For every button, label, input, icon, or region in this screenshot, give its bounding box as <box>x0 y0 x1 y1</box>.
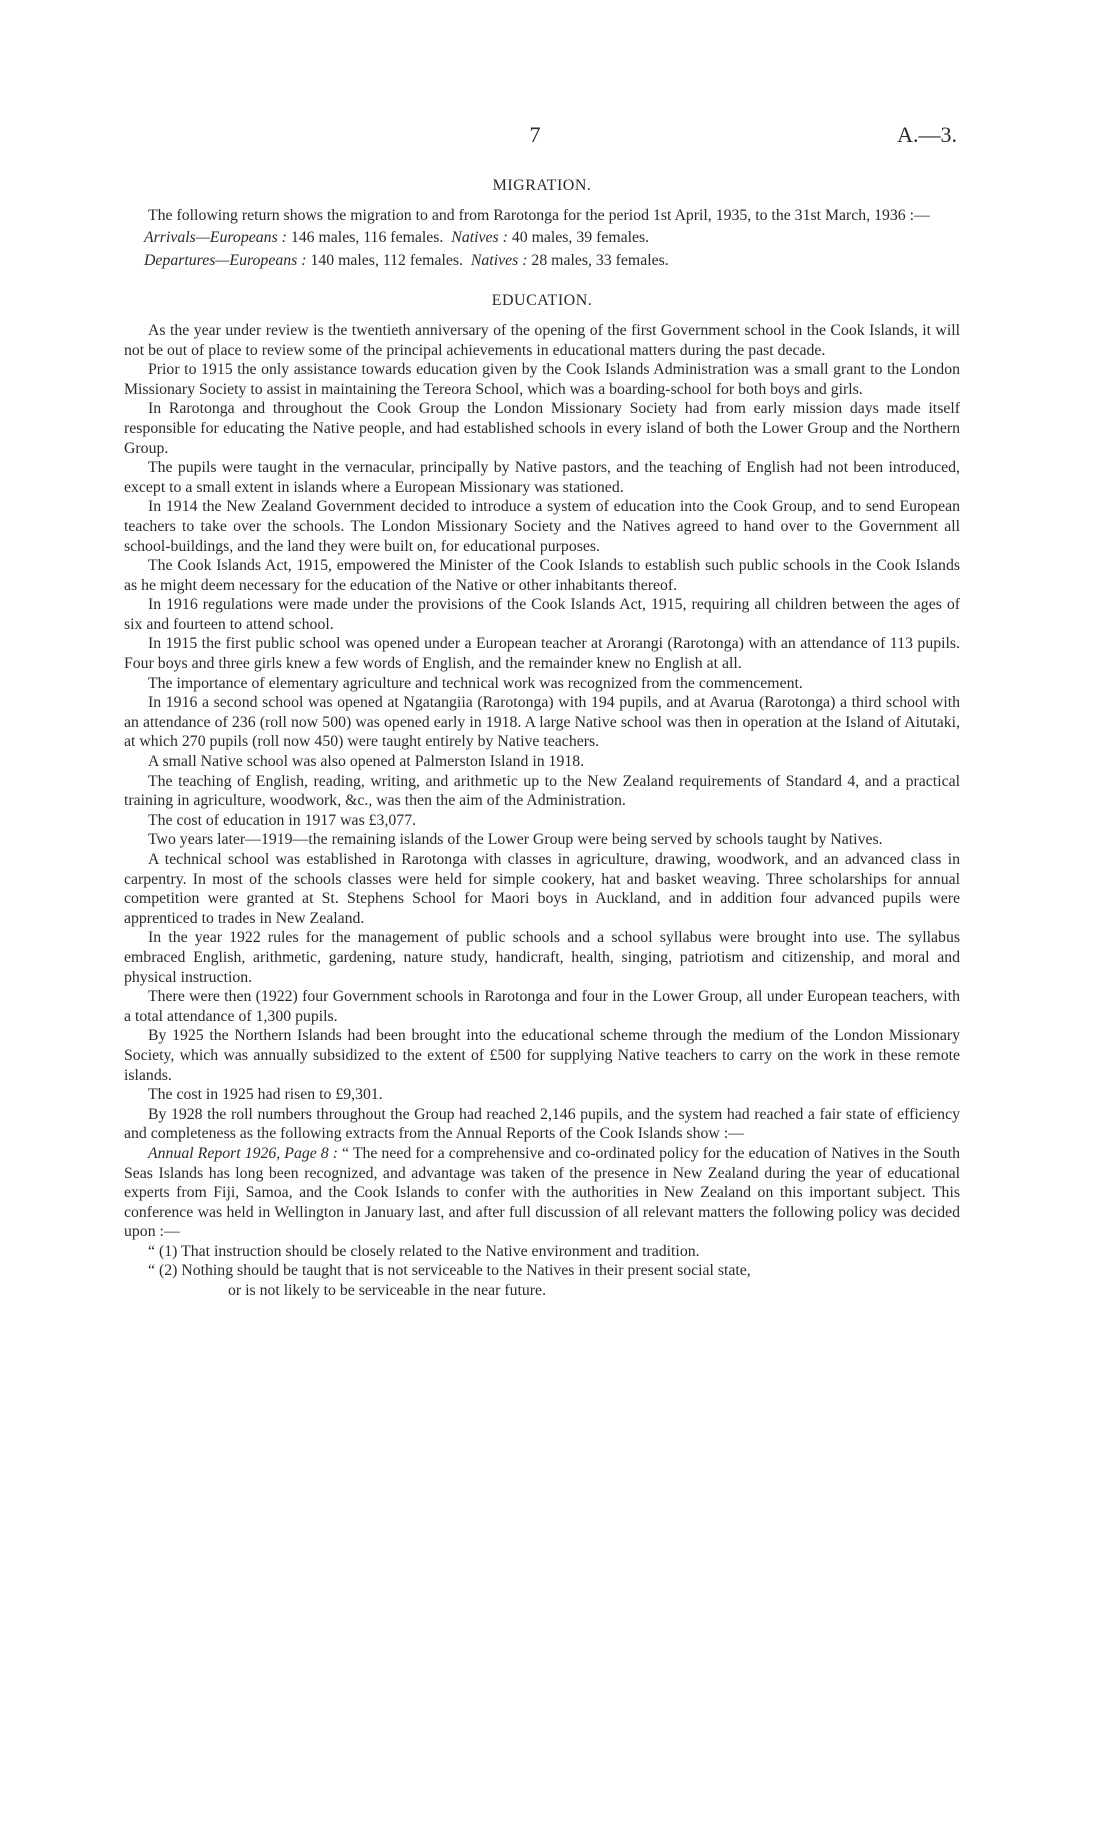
education-paragraph: The cost of education in 1917 was £3,077. <box>148 811 417 829</box>
quote-text: “ The need for a comprehensive and co-ordinated policy for the education of Natives in the South Seas Islands has long been recognized, and advantage was taken of the presence in New Zealand during the year of educational experts from Fiji, Samoa, and the Cook Islands to confer with the authorities in New Zealand on this important subject. This conference was held in Wellington in January last, and after full discussion of all relevant matters the following policy was decided upon :— <box>124 1144 960 1241</box>
departures-label: Departures—Europeans : <box>144 251 307 269</box>
policy-item-2-continuation: or is not likely to be serviceable in the near future. <box>228 1282 547 1300</box>
education-heading: EDUCATION. <box>491 292 593 310</box>
departures-line <box>144 251 960 271</box>
document-reference: A.—3. <box>897 122 957 147</box>
education-paragraph: In Rarotonga and throughout the Cook Group the London Missionary Society had from early mission days made itself responsible for educating the Native people, and had established schools in every island of both the Lower Group and the Northern Group. <box>124 400 960 457</box>
education-paragraph: The teaching of English, reading, writing, and arithmetic up to the New Zealand requirements of Standard 4, and a practical training in agriculture, woodwork, &c., was then the aim of the Administration. <box>124 772 960 810</box>
policy-item-2: “ (2) Nothing should be taught that is not serviceable to the Natives in their present social state, <box>148 1262 751 1280</box>
arrivals-natives: 40 males, 39 females. <box>511 229 650 247</box>
education-paragraph: As the year under review is the twentieth anniversary of the opening of the first Government school in the Cook Islands, it will not be out of place to review some of the principal achievements in educational matters during the past decade. <box>124 321 960 359</box>
departures-europeans: 140 males, 112 females. <box>310 251 463 269</box>
education-paragraph: In 1914 the New Zealand Government decided to introduce a system of education into the Cook Group, and to send European teachers to take over the schools. The London Missionary Society and the Natives agreed to hand over to the Government all school-buildings, and the land they were built on, for educational purposes. <box>124 498 960 555</box>
departures-natives-label: Natives : <box>470 251 528 269</box>
quote-paragraph <box>124 1144 960 1242</box>
education-paragraph: A technical school was established in Rarotonga with classes in agriculture, drawing, woodwork, and an advanced class in carpentry. In most of the schools classes were held for simple cookery, hat and basket weaving. Three scholarships for annual competition were granted at St. Stephens School for Maori boys in Auckland, and in addition four advanced pupils were apprenticed to trades in New Zealand. <box>124 851 960 927</box>
education-paragraph: The pupils were taught in the vernacular, principally by Native pastors, and the teaching of English had not been introduced, except to a small extent in islands where a European Missionary was stationed. <box>124 459 960 496</box>
body-text <box>124 172 960 1301</box>
policy-item-1: “ (1) That instruction should be closely related to the Native environment and tradition. <box>148 1242 700 1260</box>
education-paragraph: In the year 1922 rules for the management of public schools and a school syllabus were brought into use. The syllabus embraced English, arithmetic, gardening, nature study, handicraft, health, singing, patriotism and citizenship, and moral and physical instruction. <box>124 929 960 986</box>
education-paragraph: The cost in 1925 had risen to £9,301. <box>148 1086 383 1104</box>
departures-natives: 28 males, 33 females. <box>531 251 669 269</box>
quote-source: Annual Report 1926, Page 8 : <box>148 1144 338 1162</box>
education-paragraph: In 1916 a second school was opened at Ngatangiia (Rarotonga) with 194 pupils, and at Avarua (Rarotonga) a third school with an attendance of 236 (roll now 500) was opened early in 1918. A large Native school was then in operation at the Island of Aitutaki, at which 270 pupils (roll now 450) were taught entirely by Native teachers. <box>124 694 960 751</box>
education-paragraph: There were then (1922) four Government schools in Rarotonga and four in the Lower Group, all under European teachers, with a total attendance of 1,300 pupils. <box>124 988 960 1025</box>
arrivals-label: Arrivals—Europeans : <box>144 229 287 247</box>
migration-intro: The following return shows the migration to and from Rarotonga for the period 1st April, 1935, to the 31st March, 1936 :— <box>148 206 930 224</box>
education-paragraph: By 1925 the Northern Islands had been brought into the educational scheme through the medium of the London Missionary Society, which was annually subsidized to the extent of £500 for supplying Native teachers to carry on the work in these remote islands. <box>124 1027 960 1084</box>
arrivals-natives-label: Natives : <box>451 229 508 247</box>
education-paragraph: A small Native school was also opened at Palmerston Island in 1918. <box>148 753 585 771</box>
arrivals-line <box>144 228 960 248</box>
page-number: 7 <box>529 122 541 147</box>
arrivals-europeans: 146 males, 116 females. <box>290 229 444 247</box>
education-paragraph: Prior to 1915 the only assistance towards education given by the Cook Islands Administration was a small grant to the London Missionary Society to assist in maintaining the Tereora School, which was a boarding-school for both boys and girls. <box>124 361 960 398</box>
education-paragraph: By 1928 the roll numbers throughout the Group had reached 2,146 pupils, and the system had reached a fair state of efficiency and completeness as the following extracts from the Annual Reports of the Cook Islands show :— <box>124 1105 960 1143</box>
education-paragraph: The importance of elementary agriculture and technical work was recognized from the commencement. <box>148 674 803 692</box>
migration-heading: MIGRATION. <box>492 177 592 194</box>
education-paragraph: The Cook Islands Act, 1915, empowered the Minister of the Cook Islands to establish such public schools in the Cook Islands as he might deem necessary for the education of the Native or other inhabitants thereof. <box>124 557 960 594</box>
education-paragraph: Two years later—1919—the remaining islands of the Lower Group were being served by schools taught by Natives. <box>148 831 883 849</box>
education-paragraph: In 1916 regulations were made under the provisions of the Cook Islands Act, 1915, requiring all children between the ages of six and fourteen to attend school. <box>124 596 960 633</box>
education-paragraph: In 1915 the first public school was opened under a European teacher at Arorangi (Rarotonga) with an attendance of 113 pupils. Four boys and three girls knew a few words of English, and the remainder knew no English at all. <box>124 635 960 673</box>
